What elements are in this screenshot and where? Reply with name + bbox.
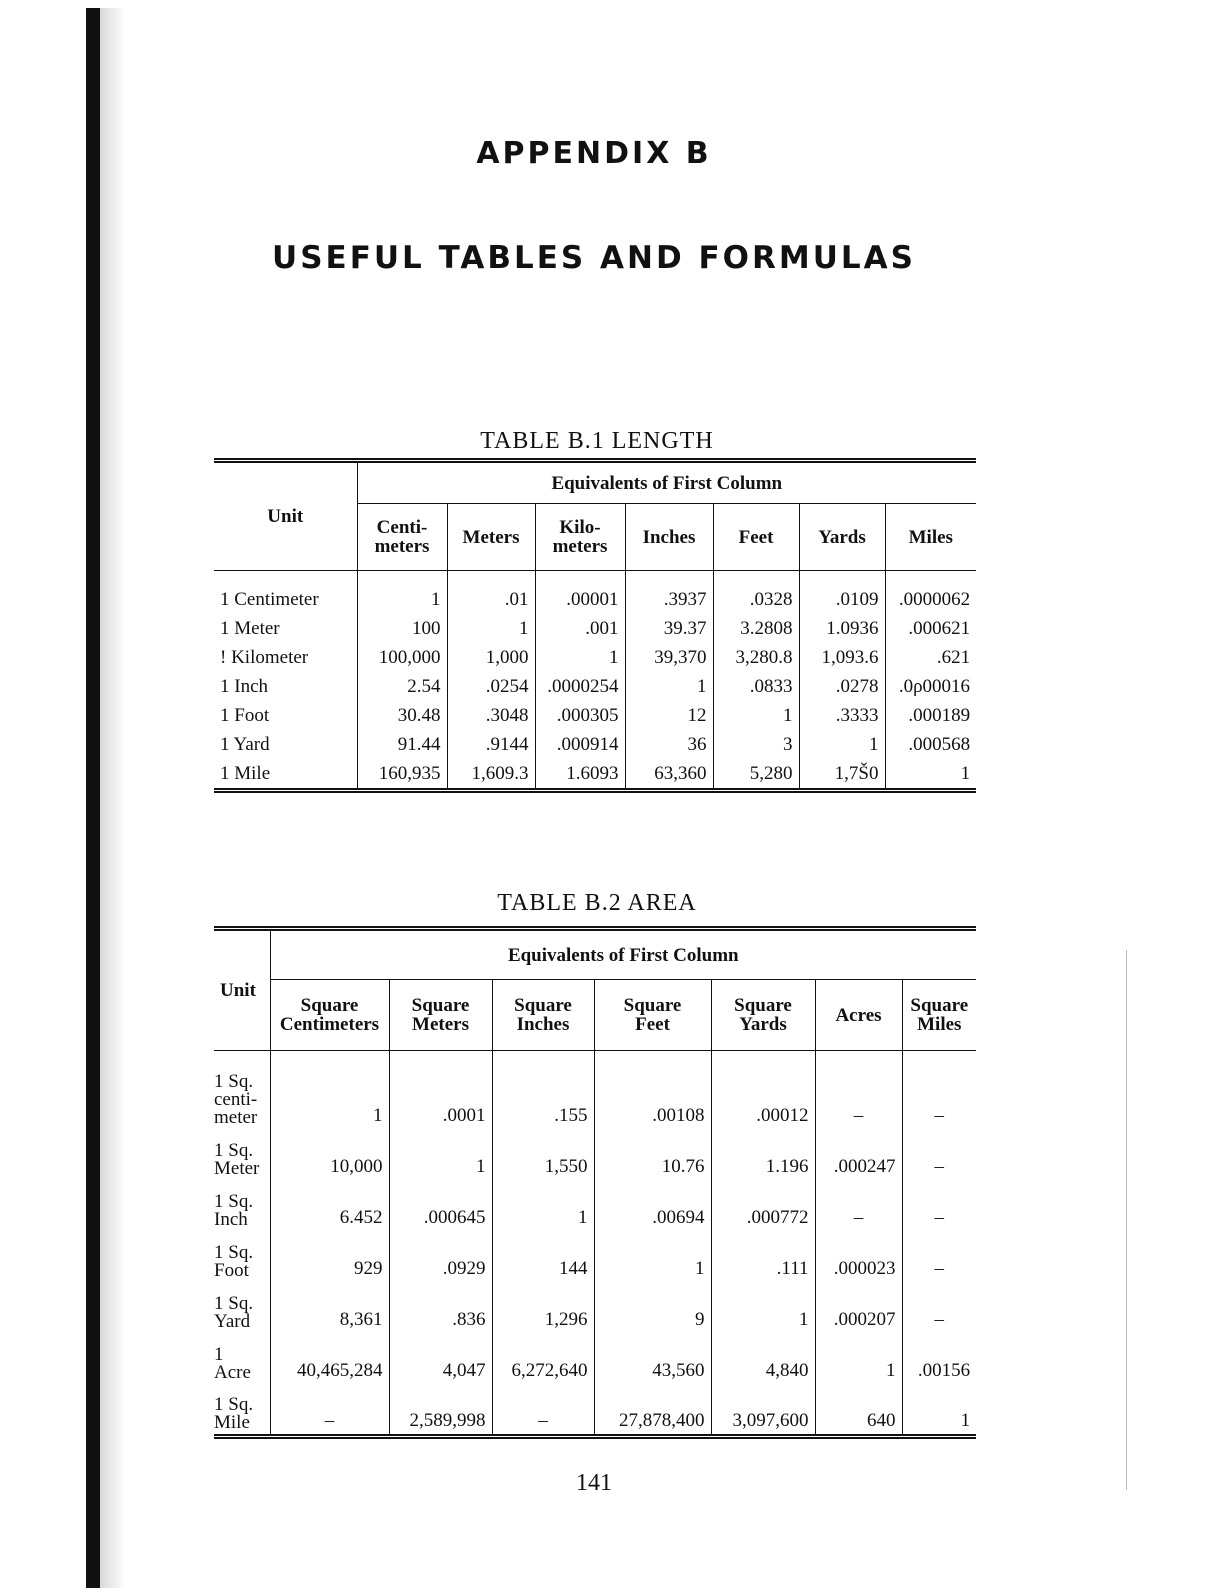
area-group-header: Equivalents of First Column bbox=[270, 929, 976, 980]
table-cell: .000305 bbox=[535, 701, 625, 730]
table-cell: 1,000 bbox=[447, 643, 535, 672]
table-cell: .0000254 bbox=[535, 672, 625, 701]
table-cell: .0000062 bbox=[885, 585, 976, 614]
table-cell: 1 bbox=[711, 1282, 815, 1333]
length-table-caption: TABLE B.1 LENGTH bbox=[480, 428, 714, 454]
table-cell: .00694 bbox=[594, 1180, 711, 1231]
length-column-header: Meters bbox=[447, 504, 535, 571]
table-cell: 10.76 bbox=[594, 1129, 711, 1180]
table-cell: .001 bbox=[535, 614, 625, 643]
table-row bbox=[214, 1129, 976, 1180]
table-cell: 1 bbox=[799, 730, 885, 759]
table-cell: – bbox=[902, 1129, 976, 1180]
table-row bbox=[214, 1384, 976, 1437]
table-cell: 27,878,400 bbox=[594, 1384, 711, 1437]
area-unit-header: Unit bbox=[214, 929, 270, 1051]
table-cell: – bbox=[492, 1384, 594, 1437]
table-cell: 1 bbox=[373, 1105, 383, 1126]
table-cell: .0278 bbox=[799, 672, 885, 701]
table-cell: 640 bbox=[815, 1384, 902, 1437]
table-cell: 39,370 bbox=[625, 643, 713, 672]
area-column-header: Square Feet bbox=[594, 980, 711, 1051]
table-cell: 1,296 bbox=[492, 1282, 594, 1333]
table-row bbox=[214, 759, 976, 791]
table-cell: .621 bbox=[885, 643, 976, 672]
table-cell: – bbox=[902, 1051, 976, 1130]
length-column-header: Centi- meters bbox=[357, 504, 447, 571]
row-unit-label: 1 Acre bbox=[214, 1333, 270, 1384]
table-cell: 5,280 bbox=[713, 759, 799, 791]
table-cell: 100 bbox=[412, 617, 441, 639]
table-cell: 3,097,600 bbox=[711, 1384, 815, 1437]
row-unit-label: 1 Centimeter bbox=[214, 585, 357, 614]
table-cell: 1 bbox=[815, 1333, 902, 1384]
table-cell: .0254 bbox=[447, 672, 535, 701]
table-cell: – bbox=[324, 1410, 335, 1431]
length-table bbox=[214, 458, 976, 793]
table-cell: 3.2808 bbox=[713, 614, 799, 643]
length-column-header: Inches bbox=[625, 504, 713, 571]
table-cell: .000621 bbox=[885, 614, 976, 643]
length-column-header: Miles bbox=[885, 504, 976, 571]
table-cell: .000023 bbox=[815, 1231, 902, 1282]
row-unit-label: ! Kilometer bbox=[214, 643, 357, 672]
length-group-header: Equivalents of First Column bbox=[357, 461, 976, 504]
table-cell: 4,840 bbox=[711, 1333, 815, 1384]
table-cell: 100,000 bbox=[378, 646, 441, 668]
table-cell: .9144 bbox=[447, 730, 535, 759]
table-cell: .000772 bbox=[711, 1180, 815, 1231]
length-column-header: Feet bbox=[713, 504, 799, 571]
table-cell: 1 bbox=[885, 759, 976, 791]
table-cell: 40,465,284 bbox=[297, 1360, 383, 1381]
length-column-header: Kilo- meters bbox=[535, 504, 625, 571]
area-table bbox=[214, 926, 976, 1439]
table-cell: 1 bbox=[447, 614, 535, 643]
table-cell: .000189 bbox=[885, 701, 976, 730]
area-column-header: Acres bbox=[815, 980, 902, 1051]
table-cell: 929 bbox=[354, 1258, 383, 1279]
table-cell: 2,589,998 bbox=[389, 1384, 492, 1437]
table-cell: 1 bbox=[492, 1180, 594, 1231]
area-column-header: Square Miles bbox=[902, 980, 976, 1051]
row-unit-label: 1 Sq. Yard bbox=[214, 1282, 270, 1333]
table-cell: 1,093.6 bbox=[799, 643, 885, 672]
table-row bbox=[214, 585, 976, 614]
table-cell: 4,047 bbox=[389, 1333, 492, 1384]
table-cell: .0109 bbox=[799, 585, 885, 614]
table-cell: 1 bbox=[594, 1231, 711, 1282]
table-cell: 1,550 bbox=[492, 1129, 594, 1180]
table-cell: 1 bbox=[902, 1384, 976, 1437]
table-row bbox=[214, 672, 976, 701]
table-cell: .00156 bbox=[902, 1333, 976, 1384]
table-cell: 8,361 bbox=[339, 1309, 383, 1330]
table-cell: .000568 bbox=[885, 730, 976, 759]
table-cell: .000914 bbox=[535, 730, 625, 759]
table-cell: 12 bbox=[625, 701, 713, 730]
table-row bbox=[214, 701, 976, 730]
table-cell: .00108 bbox=[594, 1051, 711, 1130]
table-row bbox=[214, 614, 976, 643]
area-table-caption: TABLE B.2 AREA bbox=[497, 890, 697, 916]
table-cell: 160,935 bbox=[378, 762, 441, 784]
area-column-header: Square Centimeters bbox=[270, 980, 389, 1051]
table-cell: .3333 bbox=[799, 701, 885, 730]
row-unit-label: 1 Sq. Inch bbox=[214, 1180, 270, 1231]
table-spacer-row bbox=[214, 571, 976, 586]
table-cell: 1,609.3 bbox=[447, 759, 535, 791]
table-cell: – bbox=[815, 1180, 902, 1231]
table-row bbox=[214, 1231, 976, 1282]
page-number: 141 bbox=[576, 1470, 612, 1496]
table-cell: 2.54 bbox=[407, 675, 441, 697]
table-cell: 30.48 bbox=[397, 704, 441, 726]
table-cell: .000247 bbox=[815, 1129, 902, 1180]
table-cell: 36 bbox=[625, 730, 713, 759]
table-cell: 1 bbox=[389, 1129, 492, 1180]
section-title: USEFUL TABLES AND FORMULAS bbox=[272, 240, 916, 276]
table-cell: 1 bbox=[535, 643, 625, 672]
table-cell: 6.452 bbox=[339, 1207, 383, 1228]
appendix-title: APPENDIX B bbox=[476, 136, 712, 171]
row-unit-label: 1 Sq. Meter bbox=[214, 1129, 270, 1180]
table-cell: 1 bbox=[625, 672, 713, 701]
table-cell: 43,560 bbox=[594, 1333, 711, 1384]
table-cell: – bbox=[815, 1051, 902, 1130]
table-cell: .0833 bbox=[713, 672, 799, 701]
table-row bbox=[214, 1180, 976, 1231]
area-column-header: Square Inches bbox=[492, 980, 594, 1051]
table-cell: 10,000 bbox=[330, 1156, 383, 1177]
table-cell: 1 bbox=[713, 701, 799, 730]
row-unit-label: 1 Sq. Mile bbox=[214, 1384, 270, 1437]
table-cell: .836 bbox=[389, 1282, 492, 1333]
length-unit-header: Unit bbox=[214, 461, 357, 571]
area-column-header: Square Yards bbox=[711, 980, 815, 1051]
row-unit-label: 1 Mile bbox=[214, 759, 357, 791]
table-cell: 1.196 bbox=[711, 1129, 815, 1180]
table-cell: .111 bbox=[711, 1231, 815, 1282]
table-cell: .155 bbox=[492, 1051, 594, 1130]
table-cell: 91.44 bbox=[397, 733, 441, 755]
table-cell: .0929 bbox=[389, 1231, 492, 1282]
table-row bbox=[214, 730, 976, 759]
row-unit-label: 1 Foot bbox=[214, 701, 357, 730]
table-cell: .0ρ00016 bbox=[885, 672, 976, 701]
table-cell: 1,7Š0 bbox=[799, 759, 885, 791]
table-cell: – bbox=[902, 1180, 976, 1231]
table-cell: .0328 bbox=[713, 585, 799, 614]
table-cell: .000207 bbox=[815, 1282, 902, 1333]
table-cell: 9 bbox=[594, 1282, 711, 1333]
row-unit-label: 1 Inch bbox=[214, 672, 357, 701]
table-cell: 1.0936 bbox=[799, 614, 885, 643]
table-cell: – bbox=[902, 1282, 976, 1333]
table-row bbox=[214, 1051, 976, 1130]
table-cell: 63,360 bbox=[625, 759, 713, 791]
table-cell: .3937 bbox=[625, 585, 713, 614]
table-cell: .3048 bbox=[447, 701, 535, 730]
margin-mark bbox=[1126, 950, 1127, 1490]
table-cell: 144 bbox=[492, 1231, 594, 1282]
row-unit-label: 1 Sq. centi- meter bbox=[214, 1051, 270, 1130]
table-cell: 1 bbox=[431, 588, 441, 610]
table-cell: 1.6093 bbox=[535, 759, 625, 791]
table-cell: .01 bbox=[447, 585, 535, 614]
table-row bbox=[214, 1282, 976, 1333]
table-row bbox=[214, 643, 976, 672]
table-cell: 6,272,640 bbox=[492, 1333, 594, 1384]
table-cell: .00001 bbox=[535, 585, 625, 614]
table-cell: 39.37 bbox=[625, 614, 713, 643]
length-column-header: Yards bbox=[799, 504, 885, 571]
table-cell: – bbox=[902, 1231, 976, 1282]
table-cell: .000645 bbox=[389, 1180, 492, 1231]
table-cell: .00012 bbox=[711, 1051, 815, 1130]
row-unit-label: 1 Sq. Foot bbox=[214, 1231, 270, 1282]
row-unit-label: 1 Meter bbox=[214, 614, 357, 643]
table-cell: .0001 bbox=[389, 1051, 492, 1130]
area-column-header: Square Meters bbox=[389, 980, 492, 1051]
table-cell: 3,280.8 bbox=[713, 643, 799, 672]
table-row bbox=[214, 1333, 976, 1384]
table-cell: 3 bbox=[713, 730, 799, 759]
row-unit-label: 1 Yard bbox=[214, 730, 357, 759]
